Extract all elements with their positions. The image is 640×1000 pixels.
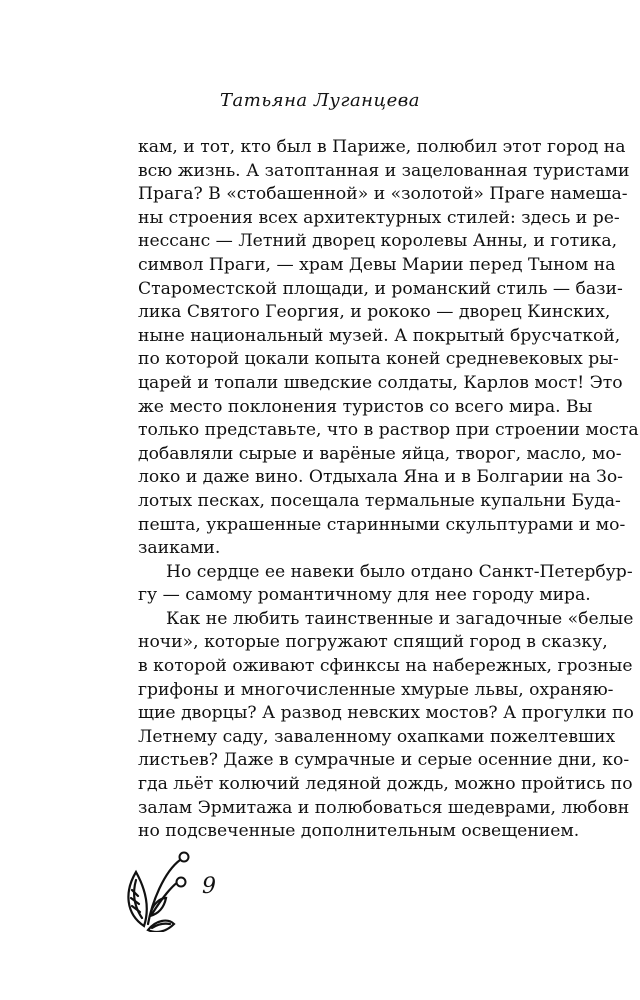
running-header: Татьяна Луганцева	[220, 90, 420, 111]
text-line: щие дворцы? А развод невских мостов? А прогулки по	[138, 703, 634, 724]
text-line: в которой оживают сфинксы на набережных, грозные	[138, 656, 633, 677]
text-line: но подсвеченные дополнительным освещением.	[138, 821, 580, 842]
text-line: лика Святого Георгия, и рококо — дворец Кинских,	[138, 302, 611, 323]
text-line: ныне национальный музей. А покрытый брусчаткой,	[138, 325, 621, 346]
body-text	[138, 136, 639, 844]
text-line: добавляли сырые и варёные яйца, творог, масло, мо-	[138, 443, 622, 464]
text-line: царей и топали шведские солдаты, Карлов мост! Это	[138, 372, 623, 393]
text-line: символ Праги, — храм Девы Марии перед Тыном на	[138, 254, 616, 275]
text-line: заиками.	[138, 538, 221, 559]
text-line: же место поклонения туристов со всего мира. Вы	[138, 396, 593, 417]
text-line: Но сердце ее навеки было отдано Санкт-Петербур-	[166, 561, 633, 582]
text-line: Летнему саду, заваленному охапками пожелтевших	[138, 726, 616, 747]
floral-ornament-icon	[118, 842, 198, 932]
text-line: листьев? Даже в сумрачные и серые осенние дни, ко-	[138, 750, 630, 771]
text-line: лотых песках, посещала термальные купальни Буда-	[138, 490, 621, 511]
text-line: Староместской площади, и романский стиль — бази-	[138, 278, 623, 299]
text-line: только представьте, что в раствор при строении моста	[138, 420, 639, 441]
text-line: ночи», которые погружают спящий город в сказку,	[138, 632, 608, 653]
page-number: 9	[202, 874, 216, 899]
text-line: кам, и тот, кто был в Париже, полюбил этот город на	[138, 137, 626, 157]
text-line: всю жизнь. А затоптанная и зацелованная туристами	[138, 160, 630, 181]
text-line: по которой цокали копыта коней средневековых ры-	[138, 349, 619, 370]
text-line: грифоны и многочисленные хмурые львы, охраняю-	[138, 679, 614, 700]
text-line: залам Эрмитажа и полюбоваться шедеврами, любовн	[138, 797, 630, 818]
text-line: Прага? В «стобашенной» и «золотой» Праге намеша-	[138, 184, 628, 205]
text-line: нессанс — Летний дворец королевы Анны, и готика,	[138, 231, 618, 252]
text-line: пешта, украшенные старинными скульптурами и мо-	[138, 514, 626, 535]
text-line: ны строения всех архитектурных стилей: здесь и ре-	[138, 207, 620, 228]
text-line: гу — самому романтичному для нее городу мира.	[138, 585, 591, 606]
text-line: Как не любить таинственные и загадочные «белые	[166, 608, 634, 629]
text-line: локо и даже вино. Отдыхала Яна и в Болгарии на Зо-	[138, 467, 623, 488]
text-line: гда льёт колючий ледяной дождь, можно пройтись по	[138, 774, 633, 795]
